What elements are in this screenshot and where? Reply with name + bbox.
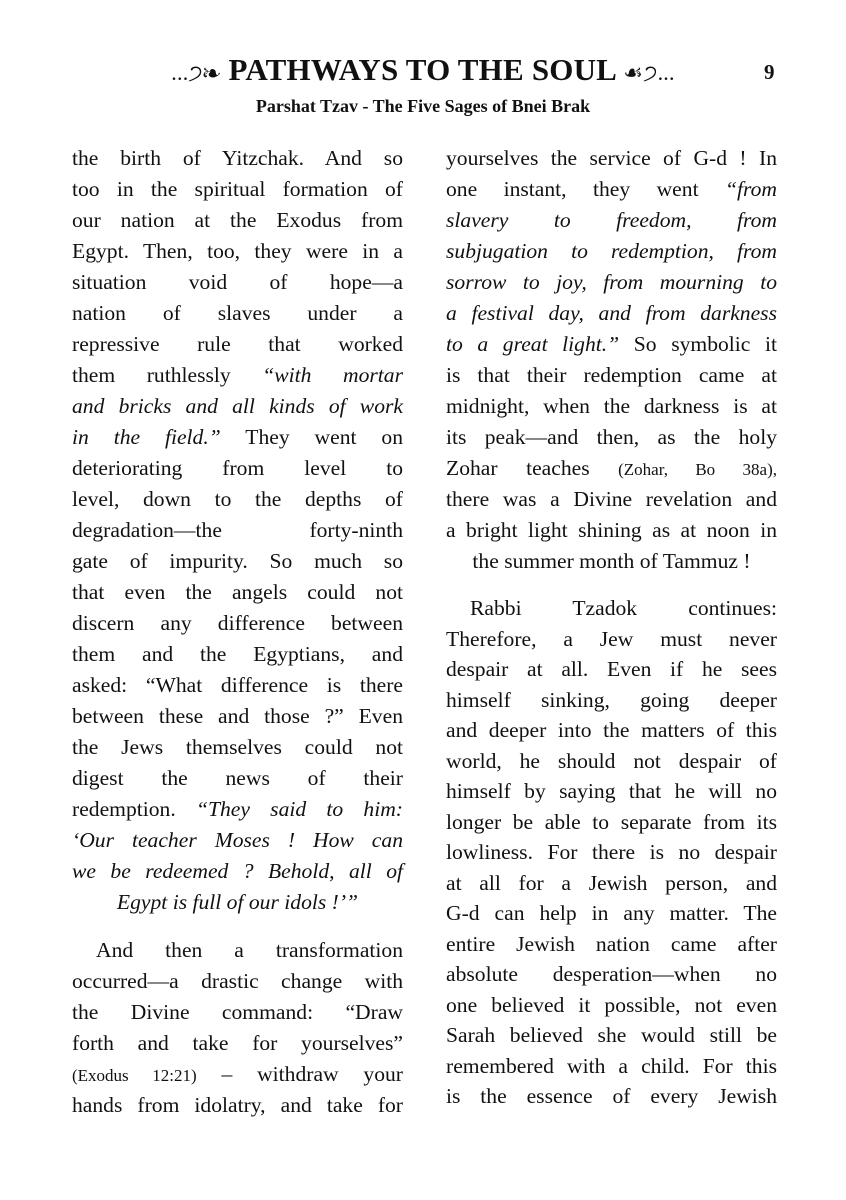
text-segment: midnight, when the darkness is at — [446, 394, 777, 418]
text-line — [446, 868, 777, 899]
text-line — [446, 174, 777, 205]
text-line — [446, 1020, 777, 1051]
text-segment: its peak—and then, as the holy — [446, 425, 777, 449]
text-segment: And then a transformation — [96, 938, 403, 962]
text-line — [446, 746, 777, 777]
text-segment: is that their redemption came at — [446, 363, 777, 387]
text-segment: occurred—a drastic change with — [72, 969, 403, 993]
text-segment: Therefore, a Jew must never — [446, 626, 777, 651]
text-line — [72, 236, 403, 267]
running-title — [0, 52, 846, 88]
text-line — [446, 205, 777, 236]
text-segment: hands from idolatry, and take for — [72, 1093, 403, 1117]
text-segment: them ruthlessly — [72, 363, 263, 387]
text-line — [72, 825, 403, 856]
text-segment: – withdraw your — [196, 1062, 403, 1086]
text-line — [72, 143, 403, 174]
text-line — [72, 701, 403, 732]
text-line — [446, 267, 777, 298]
text-line — [72, 360, 403, 391]
text-line — [446, 990, 777, 1021]
text-line — [446, 624, 777, 655]
text-segment: digest the news of their — [72, 766, 403, 790]
text-line — [446, 484, 777, 515]
text-segment: to a great light.” — [446, 332, 620, 356]
text-line — [72, 205, 403, 236]
text-segment: lowliness. For there is no despair — [446, 840, 777, 864]
text-segment: sorrow to joy, from mourning to — [446, 270, 777, 294]
text-line — [72, 935, 403, 966]
paragraph — [72, 143, 403, 918]
text-line — [72, 639, 403, 670]
text-segment: himself sinking, going deeper — [446, 687, 777, 712]
citation: (Zohar, Bo 38a), — [618, 460, 777, 479]
text-segment: G-d can help in any matter. The — [446, 901, 777, 925]
text-segment: the Divine command: “Draw — [72, 1000, 403, 1024]
text-segment: Zohar teaches — [446, 456, 619, 480]
text-line — [446, 959, 777, 990]
text-line — [72, 763, 403, 794]
text-segment: and deeper into the matters of this — [446, 718, 777, 742]
text-segment: at all for a Jewish person, and — [446, 870, 777, 895]
text-line — [446, 898, 777, 929]
text-segment: the Jews themselves could not — [72, 735, 403, 759]
ornament-left: ...੭❧ — [171, 60, 221, 85]
text-line — [72, 422, 403, 453]
text-segment: them and the Egyptians, and — [72, 642, 403, 666]
text-line — [446, 360, 777, 391]
text-line — [72, 391, 403, 422]
text-line — [446, 654, 777, 685]
text-segment: Egypt. Then, too, they were in a — [72, 239, 403, 263]
text-segment: one believed it possible, not even — [446, 992, 777, 1017]
text-segment: absolute desperation—when no — [446, 962, 777, 986]
text-segment: the birth of Yitzchak. And so — [72, 146, 403, 170]
text-segment: repressive rule that worked — [72, 332, 403, 356]
text-segment: between these and those ?” Even — [72, 704, 403, 728]
text-segment: despair at all. Even if he sees — [446, 657, 777, 681]
text-segment: entire Jewish nation came after — [446, 931, 777, 956]
text-line — [446, 329, 777, 360]
text-line — [72, 546, 403, 577]
text-line — [72, 794, 403, 825]
text-segment: and bricks and all kinds of work — [72, 394, 403, 418]
text-line — [446, 453, 777, 484]
text-line — [72, 515, 403, 546]
text-line — [72, 856, 403, 887]
citation: (Exodus 12:21) — [72, 1066, 197, 1085]
text-segment: subjugation to redemption, from — [446, 239, 777, 263]
text-segment: situation void of hope—a — [72, 270, 403, 294]
text-line — [446, 298, 777, 329]
chapter-subtitle: Parshat Tzav - The Five Sages of Bnei Brak — [255, 96, 591, 116]
paragraph — [446, 593, 777, 1112]
text-line — [446, 236, 777, 267]
page-number: 9 — [764, 60, 775, 84]
text-segment: we be redeemed ? Behold, all of — [72, 859, 403, 883]
text-line — [446, 422, 777, 453]
text-segment: longer be able to separate from its — [446, 809, 777, 834]
text-line — [72, 174, 403, 205]
book-title: PATHWAYS TO THE SOUL — [228, 52, 616, 87]
text-segment: Rabbi Tzadok continues: — [470, 596, 777, 620]
text-segment: “with mortar — [262, 363, 403, 387]
text-line — [446, 929, 777, 960]
text-segment: redemption. — [72, 797, 196, 821]
text-segment: the summer month of Tammuz ! — [472, 549, 751, 573]
text-segment: that even the angels could not — [72, 580, 403, 604]
text-line — [446, 515, 777, 546]
ornament-right: ☙੭... — [623, 60, 675, 85]
text-line — [72, 453, 403, 484]
text-line — [446, 685, 777, 716]
text-line — [446, 715, 777, 746]
text-line — [446, 1051, 777, 1082]
text-line — [72, 887, 403, 918]
text-line — [72, 1059, 403, 1090]
text-segment: our nation at the Exodus from — [72, 208, 403, 232]
text-line — [446, 546, 777, 577]
text-line — [72, 329, 403, 360]
text-line — [446, 593, 777, 624]
text-segment: asked: “What difference is there — [72, 673, 403, 697]
text-segment: gate of impurity. So much so — [72, 549, 403, 573]
text-line — [446, 837, 777, 868]
text-segment: a festival day, and from darkness — [446, 301, 777, 325]
text-line — [72, 670, 403, 701]
text-line — [446, 776, 777, 807]
text-segment: So symbolic it — [619, 332, 777, 356]
text-line — [72, 966, 403, 997]
text-segment: level, down to the depths of — [72, 487, 403, 511]
text-segment: “from — [724, 177, 777, 201]
text-line — [446, 391, 777, 422]
text-segment: nation of slaves under a — [72, 301, 403, 325]
text-segment: Egypt is full of our idols !’” — [116, 890, 359, 914]
text-segment: Sarah believed she would still be — [446, 1023, 777, 1047]
text-line — [72, 997, 403, 1028]
text-line — [72, 1028, 403, 1059]
text-segment: yourselves the service of G-d ! In — [446, 146, 777, 170]
text-segment: discern any difference between — [72, 611, 403, 635]
text-segment: “They said to him: — [195, 797, 403, 821]
text-segment: degradation—the forty-ninth — [72, 518, 403, 542]
text-segment: forth and take for yourselves” — [72, 1031, 403, 1055]
text-segment: himself by saying that he will no — [446, 779, 777, 803]
text-segment: slavery to freedom, from — [446, 208, 777, 232]
text-segment: in the field.” — [72, 425, 221, 449]
text-line — [72, 484, 403, 515]
text-segment: one instant, they went — [446, 177, 725, 201]
paragraph — [72, 935, 403, 1121]
text-segment: ‘Our teacher Moses ! How can — [72, 828, 403, 852]
text-line — [446, 1081, 777, 1112]
text-segment: They went on — [220, 425, 403, 449]
text-line — [446, 807, 777, 838]
text-line — [72, 298, 403, 329]
text-segment: there was a Divine revelation and — [446, 487, 777, 511]
text-segment: world, he should not despair of — [446, 748, 777, 773]
text-line — [72, 267, 403, 298]
text-line — [446, 143, 777, 174]
text-line — [72, 608, 403, 639]
text-line — [72, 732, 403, 763]
text-segment: a bright light shining as at noon in — [446, 518, 777, 542]
text-line — [72, 577, 403, 608]
paragraph — [446, 143, 777, 577]
text-segment: deteriorating from level to — [72, 456, 403, 480]
text-segment: too in the spiritual formation of — [72, 177, 403, 201]
text-line — [72, 1090, 403, 1121]
text-segment: is the essence of every Jewish — [446, 1084, 777, 1108]
text-segment: remembered with a child. For this — [446, 1053, 777, 1078]
